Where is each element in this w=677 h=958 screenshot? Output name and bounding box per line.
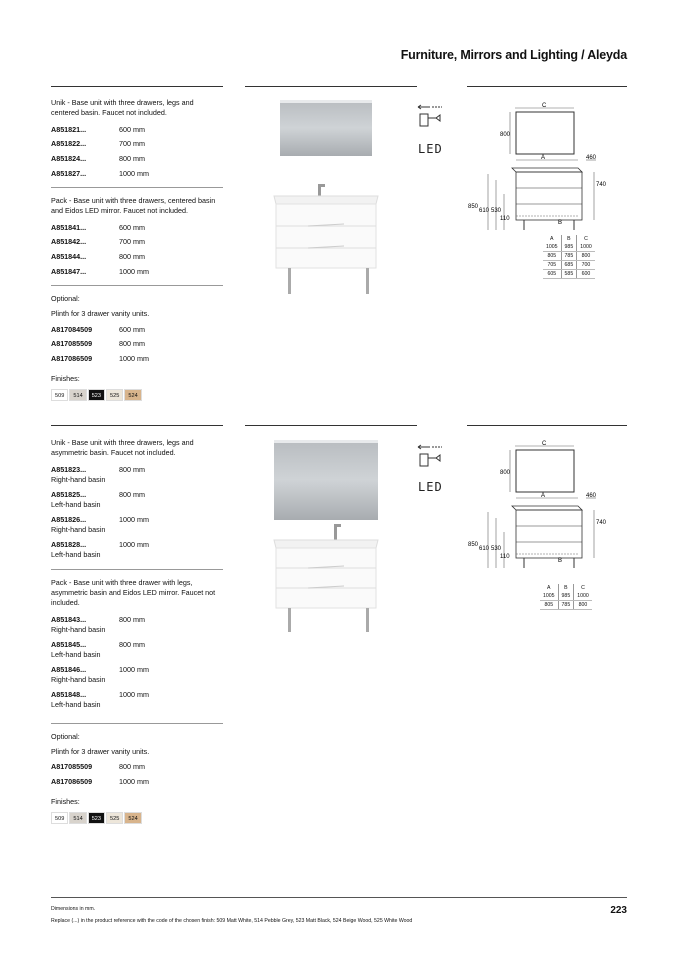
product-description: Pack - Base unit with three drawers, centered basin and Eidos LED mirror. Faucet not included. bbox=[51, 196, 216, 216]
basin bbox=[274, 196, 378, 204]
product-row bbox=[51, 354, 223, 364]
dim-label-c: C bbox=[542, 441, 547, 447]
vanity-unit-image bbox=[268, 440, 386, 636]
product-row bbox=[51, 339, 223, 349]
basin-side: Left-hand basin bbox=[51, 650, 101, 660]
product-size: 700 mm bbox=[119, 237, 145, 247]
product-code: A851842... bbox=[51, 237, 87, 247]
product-size: 1000 mm bbox=[119, 168, 149, 178]
divider bbox=[51, 285, 223, 286]
finish-swatch-509: 509 bbox=[51, 389, 68, 401]
dim-label-b: B bbox=[558, 220, 563, 226]
product-row bbox=[51, 762, 223, 772]
product-size: 1000 mm bbox=[119, 777, 149, 787]
finish-swatch-509: 509 bbox=[51, 812, 68, 824]
cabinet bbox=[276, 548, 376, 608]
table-row: 1005 985 1000 bbox=[543, 243, 595, 252]
product-code: A851846... bbox=[51, 664, 87, 674]
product-row bbox=[51, 267, 223, 277]
basin-side: Left-hand basin bbox=[51, 500, 101, 510]
divider bbox=[51, 569, 223, 570]
dim-label-a: A bbox=[541, 155, 546, 161]
product-code: A851822... bbox=[51, 139, 87, 149]
product-size: 800 mm bbox=[119, 639, 145, 649]
mirror bbox=[280, 100, 372, 156]
finishes-swatches bbox=[51, 812, 223, 824]
product-code: A851824... bbox=[51, 154, 87, 163]
table-header: C bbox=[584, 236, 588, 242]
cabinet bbox=[276, 204, 376, 268]
table-row: 605 585 600 bbox=[543, 270, 595, 279]
finishes-swatches bbox=[51, 389, 223, 401]
dim-label-110: 110 bbox=[500, 554, 510, 560]
dim-label-460: 460 bbox=[586, 493, 597, 499]
product-row bbox=[51, 465, 223, 486]
dim-label-c: C bbox=[542, 103, 547, 109]
product-size: 600 mm bbox=[119, 222, 145, 232]
product-size: 1000 mm bbox=[119, 354, 149, 363]
finish-swatch-523: 523 bbox=[88, 812, 105, 824]
footer-dimensions-note: Dimensions in mm. bbox=[51, 906, 96, 912]
finishes-label: Finishes: bbox=[51, 374, 80, 384]
product-row bbox=[51, 325, 223, 335]
product-description: Unik - Base unit with three drawers, legs and asymmetric basin. Faucet not included. bbox=[51, 438, 194, 458]
product-code: A851827... bbox=[51, 168, 87, 178]
divider bbox=[51, 425, 223, 426]
product-size: 800 mm bbox=[119, 464, 145, 474]
dimension-diagram bbox=[466, 436, 628, 576]
divider bbox=[51, 187, 223, 188]
finish-swatch-524: 524 bbox=[124, 812, 141, 824]
footer-finish-note: Replace (...) in the product reference with the code of the chosen finish: 509 Matt White, 514 Pebble Grey, 523 Matt Black, 524 Beige Wood, 525 White Wood bbox=[51, 918, 413, 924]
finish-swatch-525: 525 bbox=[106, 389, 123, 401]
product-code: A851841... bbox=[51, 222, 87, 232]
mirror-led-strip bbox=[274, 440, 378, 443]
wall-mount-icon bbox=[416, 442, 446, 472]
dim-label-740: 740 bbox=[596, 520, 607, 526]
product-row bbox=[51, 223, 223, 233]
finishes-label: Finishes: bbox=[51, 797, 80, 807]
product-code: A817086509 bbox=[51, 354, 93, 363]
footer-divider bbox=[51, 897, 627, 898]
leg bbox=[288, 268, 291, 294]
table-header: B bbox=[561, 235, 577, 243]
finish-swatch-525: 525 bbox=[106, 812, 123, 824]
product-size: 1000 mm bbox=[119, 514, 149, 524]
product-size: 1000 mm bbox=[119, 539, 149, 549]
product-code: A851845... bbox=[51, 639, 87, 649]
basin-side: Right-hand basin bbox=[51, 525, 106, 535]
product-description: Pack - Base unit with three drawer with legs, asymmetric basin and Eidos LED mirror. Faucet not included. bbox=[51, 577, 216, 608]
dim-label-a: A bbox=[541, 493, 546, 499]
section1-specs bbox=[51, 98, 223, 401]
basin-side: Left-hand basin bbox=[51, 700, 101, 710]
product-size: 800 mm bbox=[119, 489, 145, 499]
product-row bbox=[51, 540, 223, 561]
product-group bbox=[51, 578, 223, 711]
dim-label-740: 740 bbox=[596, 182, 607, 188]
product-code: A851843... bbox=[51, 614, 87, 624]
leg bbox=[366, 608, 369, 632]
product-row bbox=[51, 665, 223, 686]
product-size: 800 mm bbox=[119, 762, 145, 772]
basin-side: Left-hand basin bbox=[51, 550, 101, 560]
product-code: A817084509 bbox=[51, 324, 93, 334]
dimension-table bbox=[543, 235, 595, 279]
mirror bbox=[274, 440, 378, 520]
finish-swatch-514: 514 bbox=[69, 812, 86, 824]
divider bbox=[51, 723, 223, 724]
product-code: A851826... bbox=[51, 514, 87, 524]
dim-label-110: 110 bbox=[500, 216, 510, 222]
mirror-led-strip bbox=[280, 100, 372, 103]
optional-description: Plinth for 3 drawer vanity units. bbox=[51, 747, 150, 757]
product-row bbox=[51, 777, 223, 787]
finish-swatch-523: 523 bbox=[88, 389, 105, 401]
divider bbox=[51, 86, 223, 87]
product-size: 800 mm bbox=[119, 252, 145, 261]
product-code: A817085509 bbox=[51, 339, 93, 349]
optional-title: Optional: bbox=[51, 731, 80, 741]
page-number: 223 bbox=[610, 905, 627, 916]
vanity-unit-image bbox=[268, 100, 386, 300]
table-header: A bbox=[543, 235, 561, 243]
table-header: C bbox=[581, 585, 585, 591]
table-header: B bbox=[558, 584, 574, 592]
dim-label-610: 610 bbox=[479, 546, 490, 552]
product-row bbox=[51, 154, 223, 164]
finish-swatch-524: 524 bbox=[124, 389, 141, 401]
dim-label-800: 800 bbox=[500, 132, 511, 138]
product-size: 1000 mm bbox=[119, 266, 149, 276]
dimension-diagram bbox=[466, 98, 628, 238]
optional-block bbox=[51, 294, 223, 364]
product-group bbox=[51, 98, 223, 179]
dim-label-530: 530 bbox=[491, 546, 502, 552]
product-row bbox=[51, 615, 223, 636]
basin-side: Right-hand basin bbox=[51, 475, 106, 485]
optional-description: Plinth for 3 drawer vanity units. bbox=[51, 309, 150, 319]
product-code: A851847... bbox=[51, 266, 87, 276]
leg bbox=[366, 268, 369, 294]
product-size: 800 mm bbox=[119, 614, 145, 624]
product-code: A851825... bbox=[51, 489, 87, 499]
product-code: A851844... bbox=[51, 252, 87, 261]
section2-specs bbox=[51, 438, 223, 824]
dim-label-460: 460 bbox=[586, 155, 597, 161]
led-icon: LED bbox=[418, 142, 443, 156]
product-row bbox=[51, 252, 223, 262]
basin bbox=[274, 540, 378, 548]
product-size: 800 mm bbox=[119, 339, 145, 349]
product-code: A851821... bbox=[51, 124, 87, 134]
product-row bbox=[51, 515, 223, 536]
divider bbox=[467, 425, 627, 426]
table-row: 1005 985 1000 bbox=[540, 592, 592, 601]
wall-mount-icon bbox=[416, 102, 446, 132]
product-row bbox=[51, 139, 223, 149]
table-row: 805 785 800 bbox=[543, 252, 595, 261]
dim-label-530: 530 bbox=[491, 208, 502, 214]
table-row: 705 685 700 bbox=[543, 261, 595, 270]
table-header: A bbox=[540, 584, 558, 592]
dimension-table bbox=[540, 584, 592, 610]
finish-swatch-514: 514 bbox=[69, 389, 86, 401]
product-code: A851828... bbox=[51, 539, 87, 549]
product-size: 600 mm bbox=[119, 324, 145, 334]
table-row: 805 785 800 bbox=[540, 601, 592, 610]
basin-side: Right-hand basin bbox=[51, 625, 106, 635]
product-row bbox=[51, 490, 223, 511]
dim-label-850: 850 bbox=[468, 204, 479, 210]
product-size: 1000 mm bbox=[119, 689, 149, 699]
optional-title: Optional: bbox=[51, 294, 80, 303]
product-size: 1000 mm bbox=[119, 664, 149, 674]
led-icon: LED bbox=[418, 480, 443, 494]
basin-side: Right-hand basin bbox=[51, 675, 106, 685]
product-size: 600 mm bbox=[119, 124, 145, 134]
dim-label-b: B bbox=[558, 558, 563, 564]
product-size: 800 mm bbox=[119, 154, 145, 163]
product-description: Unik - Base unit with three drawers, legs and centered basin. Faucet not included. bbox=[51, 98, 194, 118]
product-code: A851823... bbox=[51, 464, 87, 474]
product-group bbox=[51, 196, 223, 277]
product-code: A851848... bbox=[51, 689, 87, 699]
product-size: 700 mm bbox=[119, 139, 145, 149]
page-title: Furniture, Mirrors and Lighting / Aleyda bbox=[400, 48, 627, 62]
product-row bbox=[51, 640, 223, 661]
product-group bbox=[51, 438, 223, 561]
divider bbox=[245, 86, 417, 87]
product-row bbox=[51, 169, 223, 179]
dim-label-610: 610 bbox=[479, 208, 490, 214]
product-code: A817086509 bbox=[51, 777, 93, 787]
product-code: A817085509 bbox=[51, 762, 93, 772]
leg bbox=[288, 608, 291, 632]
divider bbox=[467, 86, 627, 87]
product-row bbox=[51, 237, 223, 247]
product-row bbox=[51, 125, 223, 135]
dim-label-800: 800 bbox=[500, 470, 511, 476]
divider bbox=[245, 425, 417, 426]
dim-label-850: 850 bbox=[468, 542, 479, 548]
optional-block bbox=[51, 732, 223, 788]
product-row bbox=[51, 690, 223, 711]
